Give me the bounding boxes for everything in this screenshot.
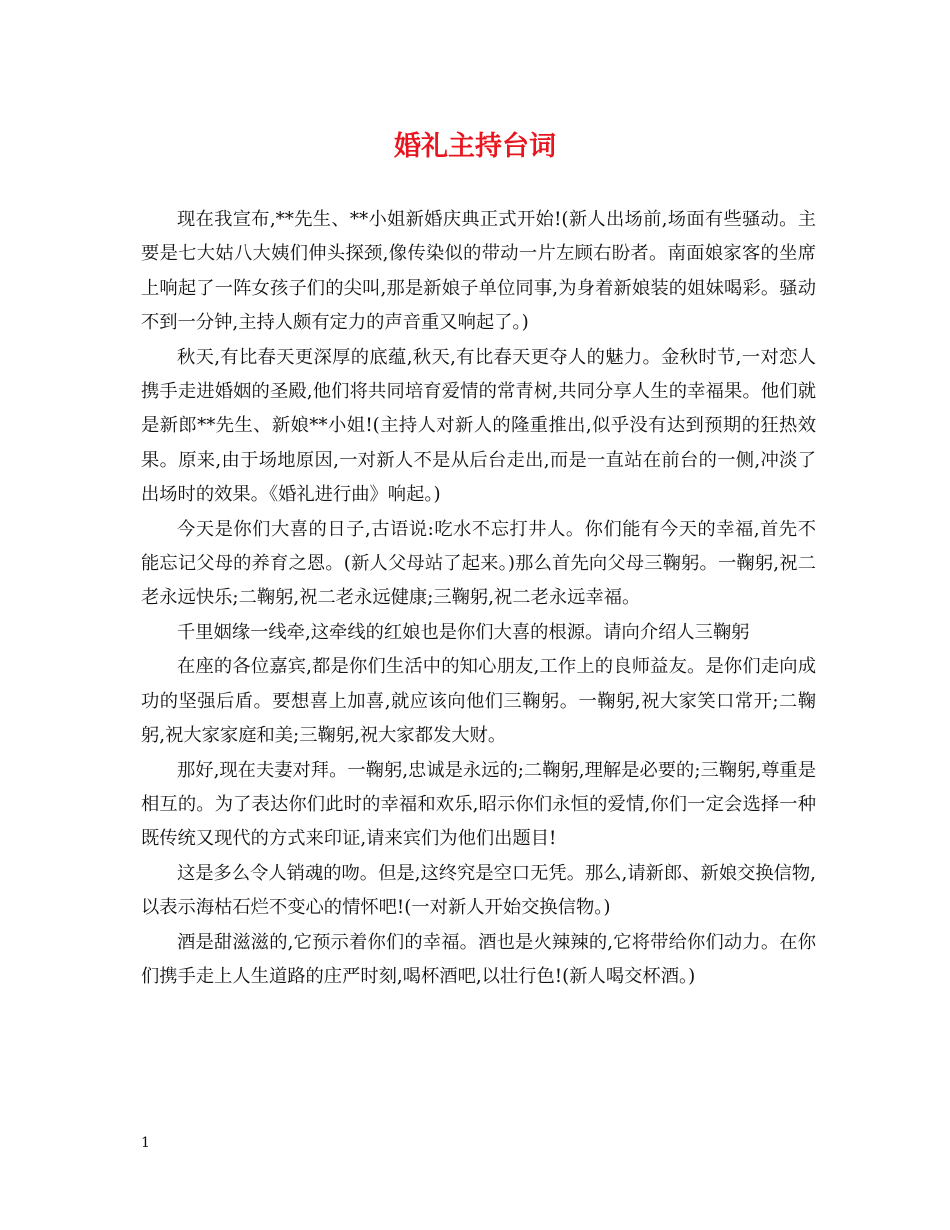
paragraph-4: 千里姻缘一线牵,这牵线的红娘也是你们大喜的根源。请向介绍人三鞠躬 [177,621,750,643]
document-title: 婚礼主持台词 [394,131,556,162]
paragraph-5: 在座的各位嘉宾,都是你们生活中的知心朋友,工作上的良师益友。是你们走向成功的坚强后盾。要想喜上加喜,就应该向他们三鞠躬。一鞠躬,祝大家笑口常开;二鞠躬,祝大家家庭和美;三鞠躬,祝大家都发大财。 [141,656,816,747]
paragraph-6: 那好,现在夫妻对拜。一鞠躬,忠诚是永远的;二鞠躬,理解是必要的;三鞠躬,尊重是相互的。为了表达你们此时的幸福和欢乐,昭示你们永恒的爱情,你们一定会选择一种既传统又现代的方式来印证,请来宾们为他们出题目! [141,759,816,850]
paragraph-2: 秋天,有比春天更深厚的底蕴,秋天,有比春天更夺人的魅力。金秋时节,一对恋人携手走进婚姻的圣殿,他们将共同培育爱情的常青树,共同分享人生的幸福果。他们就是新郎**先生、新娘**小姐!(主持人对新人的隆重推出,似乎没有达到预期的狂热效果。原来,由于场地原因,一对新人不是从后台走出,而是一直站在前台的一侧,冲淡了出场时的效果。《婚礼进行曲》响起。) [141,346,816,506]
paragraph-8: 酒是甜滋滋的,它预示着你们的幸福。酒也是火辣辣的,它将带给你们动力。在你们携手走上人生道路的庄严时刻,喝杯酒吧,以壮行色!(新人喝交杯酒。) [141,931,816,987]
document-body [141,203,816,994]
paragraph-1: 现在我宣布,**先生、**小姐新婚庆典正式开始!(新人出场前,场面有些骚动。主要是七大姑八大姨们伸头探颈,像传染似的带动一片左顾右盼者。南面娘家客的坐席上响起了一阵女孩子们的尖叫,那是新娘子单位同事,为身着新娘装的姐妹喝彩。骚动不到一分钟,主持人颇有定力的声音重又响起了。) [141,209,816,334]
page-number: 1 [141,1135,150,1151]
paragraph-7: 这是多么令人销魂的吻。但是,这终究是空口无凭。那么,请新郎、新娘交换信物,以表示海枯石烂不变心的情怀吧!(一对新人开始交换信物。) [141,862,816,919]
paragraph-3: 今天是你们大喜的日子,古语说:吃水不忘打井人。你们能有今天的幸福,首先不能忘记父母的养育之恩。(新人父母站了起来。)那么首先向父母三鞠躬。一鞠躬,祝二老永远快乐;二鞠躬,祝二老永远健康;三鞠躬,祝二老永远幸福。 [141,518,816,609]
